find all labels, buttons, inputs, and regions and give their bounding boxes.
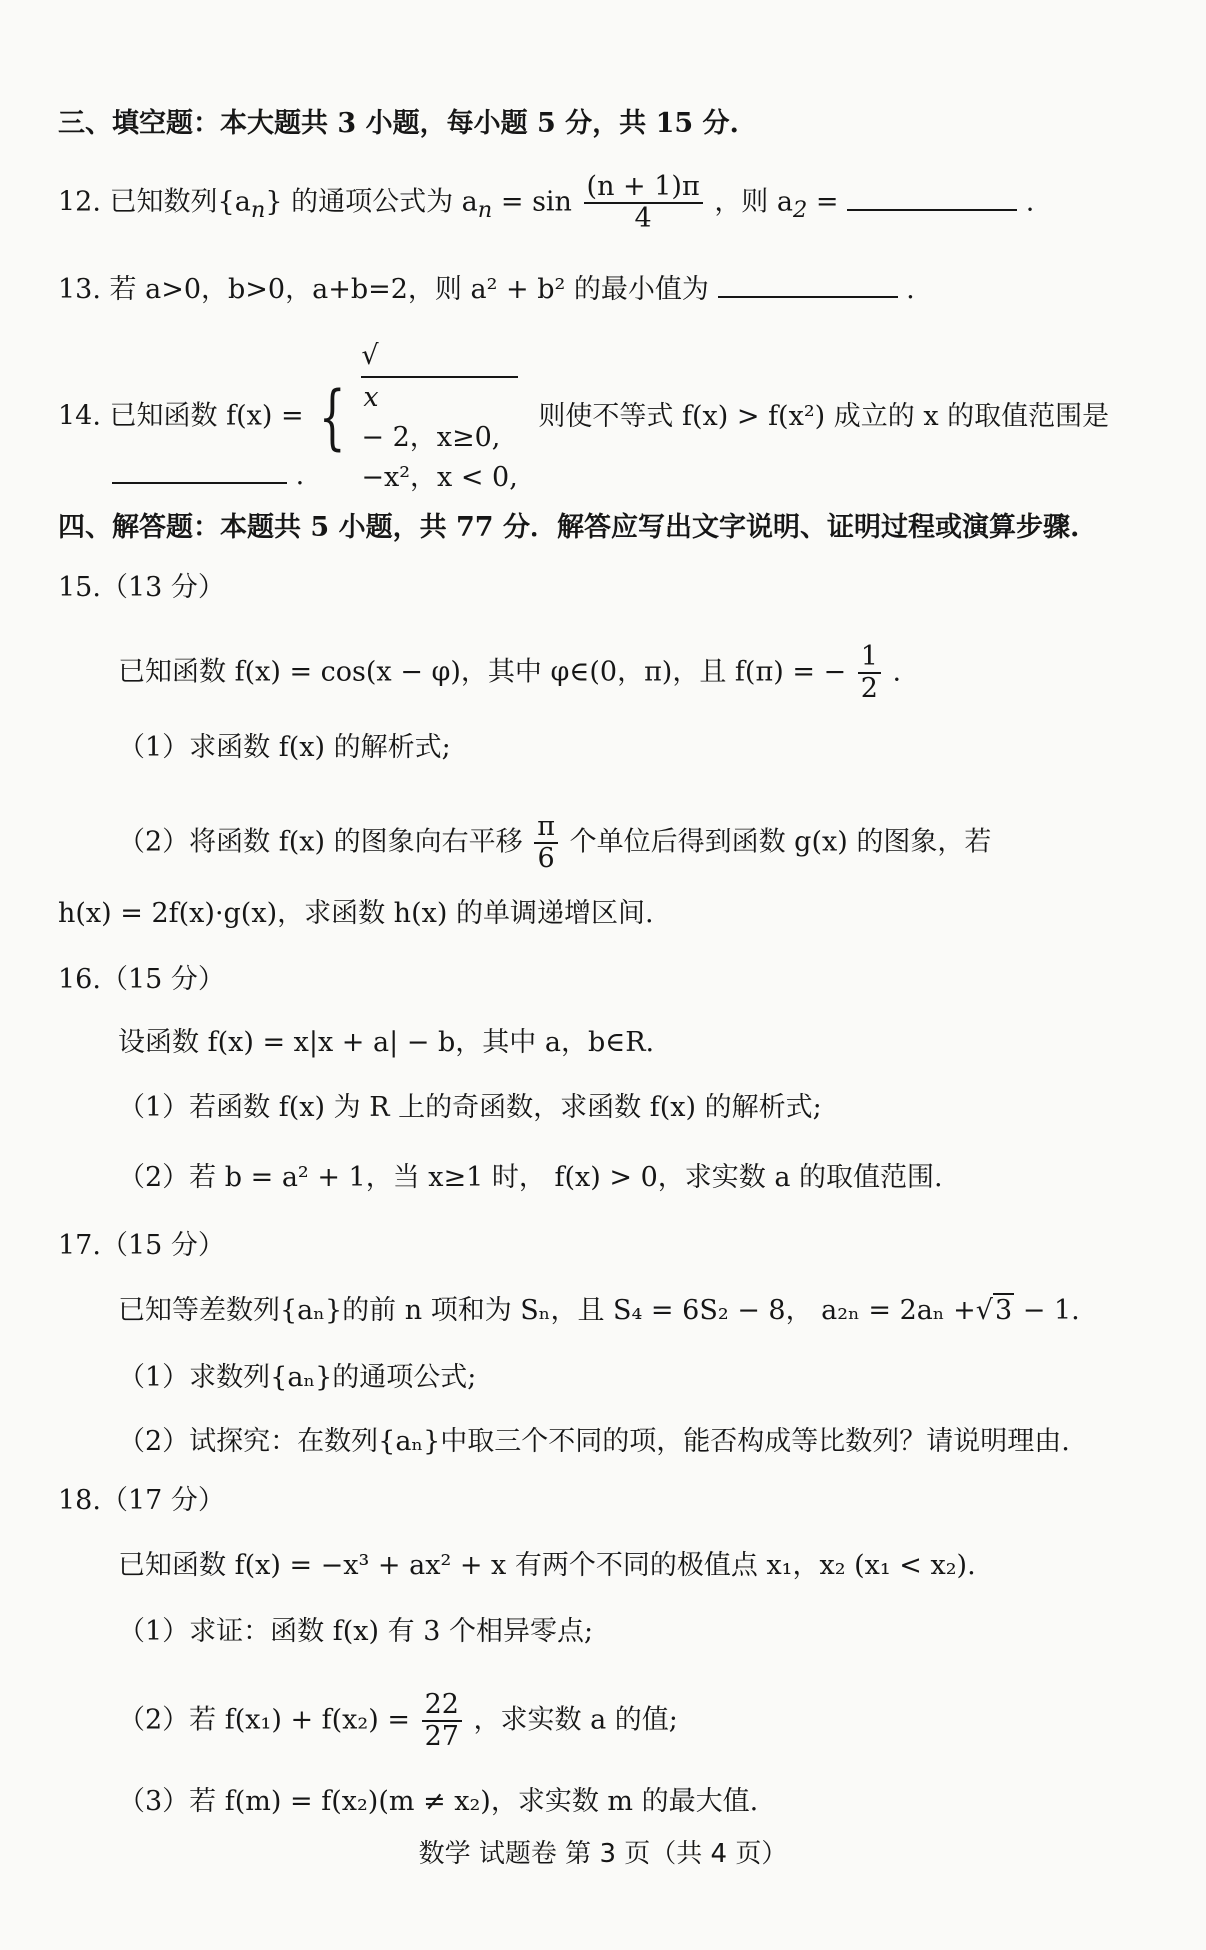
q12-sub-n-1: n [250,196,266,223]
q14-case-1: √ x − 2，x≥0, [361,336,517,458]
q12-frac-num: (n + 1)π [584,172,703,204]
q13-text: 若 a>0，b>0，a+b=2，则 a² + b² 的最小值为 [109,274,709,305]
q15-head: 15.（13 分） [58,572,225,603]
q14-brace: { [319,376,346,458]
q18-frac-den: 27 [424,1721,459,1752]
q14-number: 14. [58,400,101,432]
q18-head: 18.（17 分） [58,1485,225,1516]
q17-stem-a: 已知等差数列{aₙ}的前 n 项和为 Sₙ，且 S₄ = 6S₂ − 8， a₂ₙ = 2aₙ + [118,1295,976,1326]
q15-part-2-b: 个单位后得到函数 g(x) 的图象，若 [569,826,992,858]
q17-stem: 已知等差数列{aₙ}的前 n 项和为 Sₙ，且 S₄ = 6S₂ − 8， a₂ₙ = 2aₙ +√3 − 1. [118,1295,1080,1326]
question-13 [58,270,915,308]
q14-answer-line [112,456,304,494]
q16-stem: 设函数 f(x) = x|x + a| − b，其中 a，b∈R. [118,1027,655,1058]
q15-half-den: 2 [860,673,878,704]
q18-part-2-b: ，求实数 a 的值; [473,1704,678,1736]
q16-part-2: （2）若 b = a² + 1，当 x≥1 时， f(x) > 0，求实数 a 的取值范围. [118,1162,943,1193]
q12-frac-den: 4 [634,203,652,234]
q15-part-2-c: h(x) = 2f(x)·g(x)，求函数 h(x) 的单调递增区间. [58,898,654,929]
q13-answer-blank [718,270,898,298]
q15-half-num: 1 [858,642,881,674]
q15-part-2-a: （2）将函数 f(x) 的图象向右平移 [118,826,523,858]
q12-number: 12. [58,186,101,218]
q15-pi-fraction [534,812,558,874]
question-12 [58,172,1034,234]
q16-part-1: （1）若函数 f(x) 为 R 上的奇函数，求函数 f(x) 的解析式; [118,1092,822,1123]
q12-text-a: 已知数列{a [109,186,251,218]
q12-end: . [1025,186,1035,218]
q17-stem-b: − 1. [1014,1295,1080,1326]
q18-part-1: （1）求证：函数 f(x) 有 3 个相异零点; [118,1616,594,1647]
q18-stem: 已知函数 f(x) = −x³ + ax² + x 有两个不同的极值点 x₁，x₂ (x₁ < x₂). [118,1550,976,1581]
q14-end: . [295,460,305,491]
q17-part-1: （1）求数列{aₙ}的通项公式; [118,1362,477,1393]
q18-part-2 [118,1690,678,1752]
q18-frac-num: 22 [422,1690,462,1722]
q18-part-2-a: （2）若 f(x₁) + f(x₂) = [118,1704,410,1736]
q16-head: 16.（15 分） [58,964,225,995]
q13-number: 13. [58,274,101,305]
q17-sqrt: 3 [994,1295,1013,1326]
q17-part-2: （2）试探究：在数列{aₙ}中取三个不同的项，能否构成等比数列？请说明理由. [118,1426,1070,1457]
q15-pi-den: 6 [537,843,555,874]
q14-case-1-rest: − 2，x≥0, [361,422,501,453]
q15-stem [118,642,901,704]
q12-text-c: = sin [492,186,572,218]
q15-stem-end: . [892,656,902,688]
q17-head: 17.（15 分） [58,1230,225,1261]
q14-cases [361,336,517,498]
q13-end: . [906,274,915,305]
q15-pi-num: π [534,812,558,844]
q14-answer-blank [112,456,287,484]
page-footer: 数学 试题卷 第 3 页（共 4 页） [418,1839,788,1869]
q15-stem-text: 已知函数 f(x) = cos(x − φ)，其中 φ∈(0，π)，且 f(π) = − [118,656,847,688]
q18-fraction [422,1690,462,1752]
q18-part-3: （3）若 f(m) = f(x₂)(m ≠ x₂)，求实数 m 的最大值. [118,1786,759,1817]
q14-case-2: −x²，x < 0, [361,462,518,493]
q12-sub-2: 2 [793,196,808,223]
q15-part-1: （1）求函数 f(x) 的解析式; [118,732,451,763]
q14-text-b: 则使不等式 f(x) > f(x²) 成立的 x 的取值范围是 [538,400,1110,432]
q12-text-b: } 的通项公式为 a [265,186,478,218]
q12-fraction [584,172,703,234]
q12-sub-n-2: n [477,196,493,223]
q14-text-a: 已知函数 f(x) = [109,400,304,432]
q15-half-fraction [858,642,881,704]
q12-answer-blank [847,183,1017,211]
section-answer-title: 四、解答题：本题共 5 小题，共 77 分．解答应写出文字说明、证明过程或演算步骤. [58,512,1080,543]
q14-case-1-sqrt: x [361,376,517,418]
q12-text-d: ，则 a [714,186,793,218]
section-fill-title: 三、填空题：本大题共 3 小题，每小题 5 分，共 15 分. [58,108,739,139]
q15-part-2 [118,812,991,874]
q12-text-e: = [807,186,839,218]
